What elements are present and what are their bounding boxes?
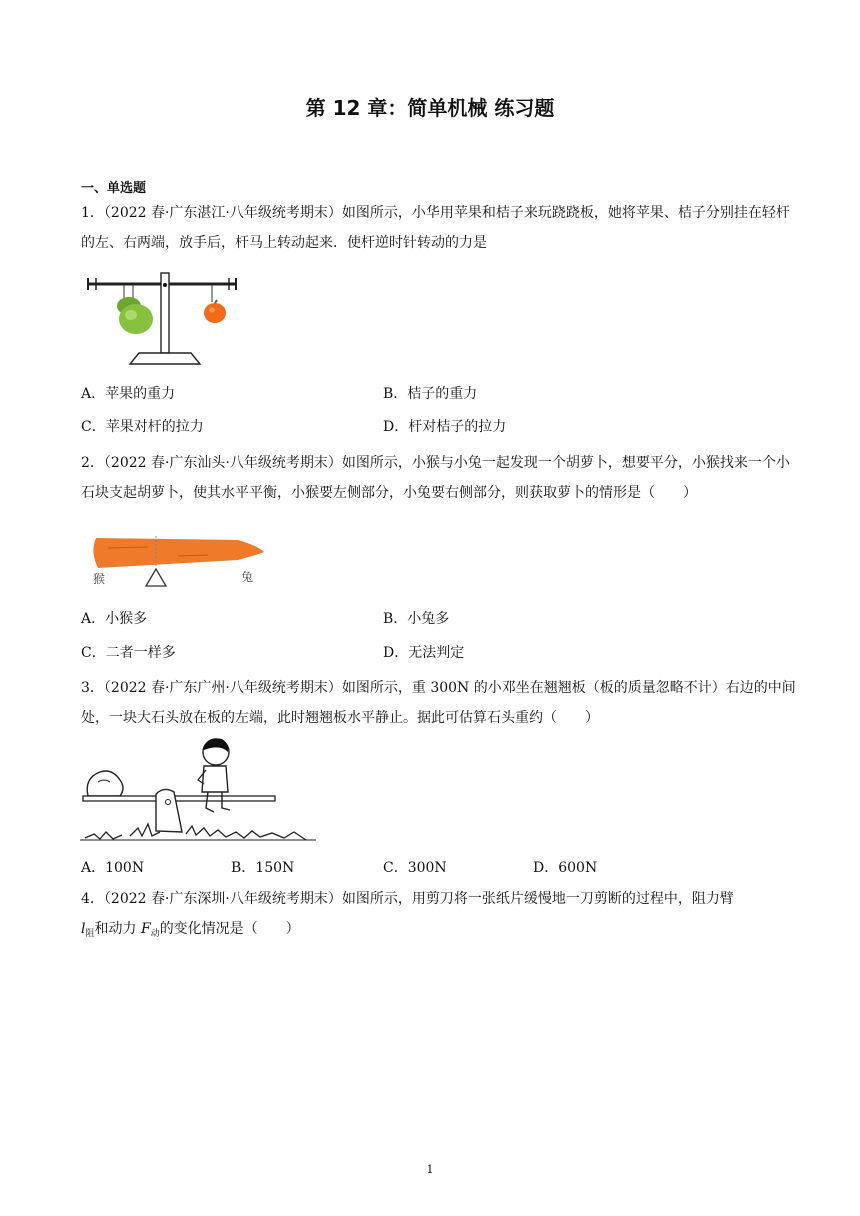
question-2-option-a: A．小猴多 — [81, 611, 148, 627]
page-title: 第 12 章：简单机械 练习题 — [305, 96, 555, 120]
question-3-option-b: B．150N — [231, 860, 295, 876]
section-heading: 一、单选题 — [81, 181, 147, 196]
question-2-text: 2．（2022 春·广东汕头·八年级统考期末）如图所示，小猴与小兔一起发现一个胡萝卜，想要平分，小猴找来一个小石块支起胡萝卜，使其水平平衡，小猴要左侧部分，小兔要右侧部分，则获取萝卜的情形是（ ） — [81, 455, 790, 501]
question-1-option-d: D．杆对桔子的拉力 — [383, 419, 507, 435]
question-3-option-a: A．100N — [81, 860, 145, 876]
question-3-text: 3．（2022 春·广东广州·八年级统考期末）如图所示，重 300N 的小邓坐在翘翘板（板的质量忽略不计）右边的中间处，一块大石头放在板的左端，此时翘翘板水平静止。据此可估算石头重约（ ） — [81, 680, 796, 726]
question-3-option-d: D．600N — [533, 860, 598, 876]
lever-apple-orange-figure — [84, 270, 242, 368]
monkey-label: 猴 — [93, 572, 106, 586]
question-2-option-d: D．无法判定 — [383, 645, 465, 661]
question-4-text — [81, 884, 797, 949]
question-1-text: 1．（2022 春·广东湛江·八年级统考期末）如图所示，小华用苹果和桔子来玩跷跷板，她将苹果、桔子分别挂在轻杆的左、右两端，放手后，杆马上转动起来．使杆逆时针转动的力是 — [81, 205, 790, 251]
resistance-arm-subscript: 阻 — [85, 929, 95, 939]
effort-force-subscript: 动 — [150, 929, 160, 939]
question-2-option-c: C．二者一样多 — [81, 645, 176, 661]
question-4-tail: 的变化情况是（ ） — [159, 921, 300, 937]
question-3-option-c: C．300N — [383, 860, 447, 876]
effort-force-symbol: F — [140, 921, 151, 937]
question-4-mid: 和动力 — [94, 921, 141, 937]
question-1-option-b: B．桔子的重力 — [383, 386, 478, 402]
seesaw-figure — [80, 736, 316, 844]
resistance-arm-symbol: l — [81, 921, 86, 937]
question-1-option-c: C．苹果对杆的拉力 — [81, 419, 204, 435]
rabbit-label: 兔 — [241, 570, 254, 584]
question-4-text-part1: 4．（2022 春·广东深圳·八年级统考期末）如图所示，用剪刀将一张纸片缓慢地一刀剪断的过程中，阻力臂 — [81, 891, 734, 907]
question-1-option-a: A．苹果的重力 — [81, 386, 176, 402]
page-number: 1 — [426, 1163, 434, 1176]
question-2-option-b: B．小兔多 — [383, 611, 450, 627]
